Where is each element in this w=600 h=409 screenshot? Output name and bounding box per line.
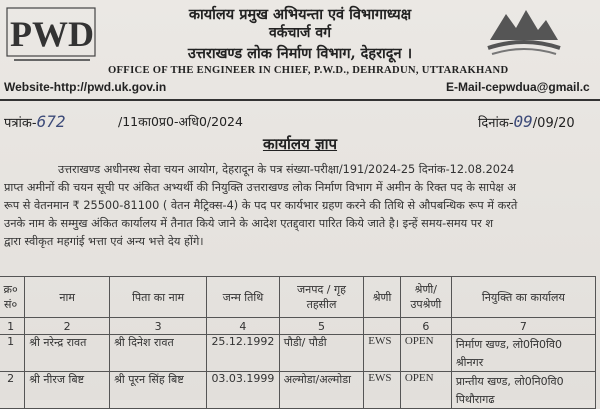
- col-header-father: पिता का नाम: [110, 277, 207, 318]
- dinank-label: दिनांक-: [478, 116, 514, 131]
- col-number: 3: [110, 318, 207, 335]
- paragraph-line-1: उत्तराखण्ड अधीनस्थ सेवा चयन आयोग, देहरादून के पत्र संख्या-परीक्षा/191/2024-25 दिनांक-12.08.2024: [58, 163, 515, 176]
- row-dob: 25.12.1992: [207, 335, 280, 372]
- col-header-category: श्रेणी: [364, 277, 401, 318]
- header-divider: [0, 99, 600, 101]
- table-row: [0, 335, 596, 354]
- row-subcategory: OPEN: [400, 372, 451, 409]
- col-header-dob: जन्म तिथि: [207, 277, 280, 318]
- paragraph-line-5: द्वारा स्वीकृत महगांई भत्ता एवं अन्य भत्ते देय होंगे।: [4, 235, 204, 248]
- dinank-day: 09: [513, 112, 533, 131]
- row-name: श्री नरेन्द्र रावत: [25, 335, 110, 372]
- letter-date: [478, 112, 575, 131]
- col-number: 2: [25, 318, 110, 335]
- patrank-label: पत्रांक-: [4, 116, 37, 131]
- header-line-1: कार्यालय प्रमुख अभियन्ता एवं विभागाध्यक्ष: [188, 6, 412, 23]
- reference-text: /11का0प्र0-अधि0/2024: [118, 114, 243, 129]
- row-subcategory: OPEN: [400, 335, 451, 372]
- row-category: EWS: [364, 372, 401, 409]
- patrank-number: 672: [36, 112, 66, 131]
- memo-title: [0, 134, 600, 154]
- row-office-line-1: निर्माण खण्ड, लो0नि0वि0: [451, 335, 595, 354]
- col-number: 7: [451, 318, 595, 335]
- header-line-3: उत्तराखण्ड लोक निर्माण विभाग, देहरादून ।: [187, 45, 413, 62]
- row-office-line-1: प्रान्तीय खण्ड, लो0नि0वि0: [451, 372, 595, 391]
- dinank-rest: /09/20: [532, 116, 575, 131]
- col-number: 5: [279, 318, 363, 335]
- col-number: [364, 318, 401, 335]
- header-english: OFFICE OF THE ENGINEER IN CHIEF, P.W.D., DEHRADUN, UTTARAKHAND: [108, 65, 509, 76]
- memo-title-text: कार्यालय ज्ञाप: [262, 135, 338, 153]
- row-name: श्री नीरज बिष्ट: [25, 372, 110, 409]
- pwd-logo-text: PWD: [10, 14, 94, 54]
- table-row: [0, 372, 596, 391]
- row-office-line-2: पिथौरागढ: [451, 390, 595, 409]
- appointment-table: [0, 276, 596, 409]
- col-number: 1: [0, 318, 25, 335]
- col-number: 4: [207, 318, 280, 335]
- row-sn: 1: [0, 335, 25, 372]
- row-office-line-2: श्रीनगर: [451, 353, 595, 372]
- email-text: E-Mail-cepwdua@gmail.c: [446, 80, 590, 94]
- col-number: 6: [400, 318, 451, 335]
- row-category: EWS: [364, 335, 401, 372]
- table-header-row: [0, 277, 596, 318]
- paragraph-line-2: प्राप्त अमीनों की चयन सूची पर अंकित अभ्यर्थी की नियुक्ति उत्तराखण्ड लोक निर्माण विभाग में अमीन के रिक्त पद के सापेक्ष अ: [4, 181, 516, 194]
- col-header-subcategory: श्रेणी/ उपश्रेणी: [400, 277, 451, 318]
- col-header-sn: क्र० सं०: [0, 277, 25, 318]
- row-district: पौडी/ पौडी: [279, 335, 363, 372]
- col-header-name: नाम: [25, 277, 110, 318]
- header-line-2: वर्कचार्ज वर्ग: [269, 25, 331, 41]
- row-father: श्री दिनेश रावत: [110, 335, 207, 372]
- uttarakhand-emblem-icon: [486, 4, 562, 60]
- table-number-row: [0, 318, 596, 335]
- row-father: श्री पूरन सिंह बिष्ट: [110, 372, 207, 409]
- paragraph-line-4: उनके नाम के सम्मुख अंकित कार्यालय में तैनात किये जाने के आदेश एतद्द्वारा पारित किये जाते है। इन्हें समय-समय पर श: [4, 217, 494, 230]
- website-text: Website-http://pwd.uk.gov.in: [4, 80, 167, 94]
- letter-number: [4, 112, 66, 131]
- row-district: अल्मोडा/अल्मोडा: [279, 372, 363, 409]
- col-header-office: नियुक्ति का कार्यालय: [451, 277, 595, 318]
- row-sn: 2: [0, 372, 25, 409]
- col-header-district: जनपद / गृह तहसील: [279, 277, 363, 318]
- row-dob: 03.03.1999: [207, 372, 280, 409]
- paragraph-line-3: रूप से वेतनमान ₹ 25500-81100 ( वेतन मैट्रिक्स-4) के पद पर कार्यभार ग्रहण करने की तिथि से औपबन्धिक रूप में करते: [4, 199, 518, 212]
